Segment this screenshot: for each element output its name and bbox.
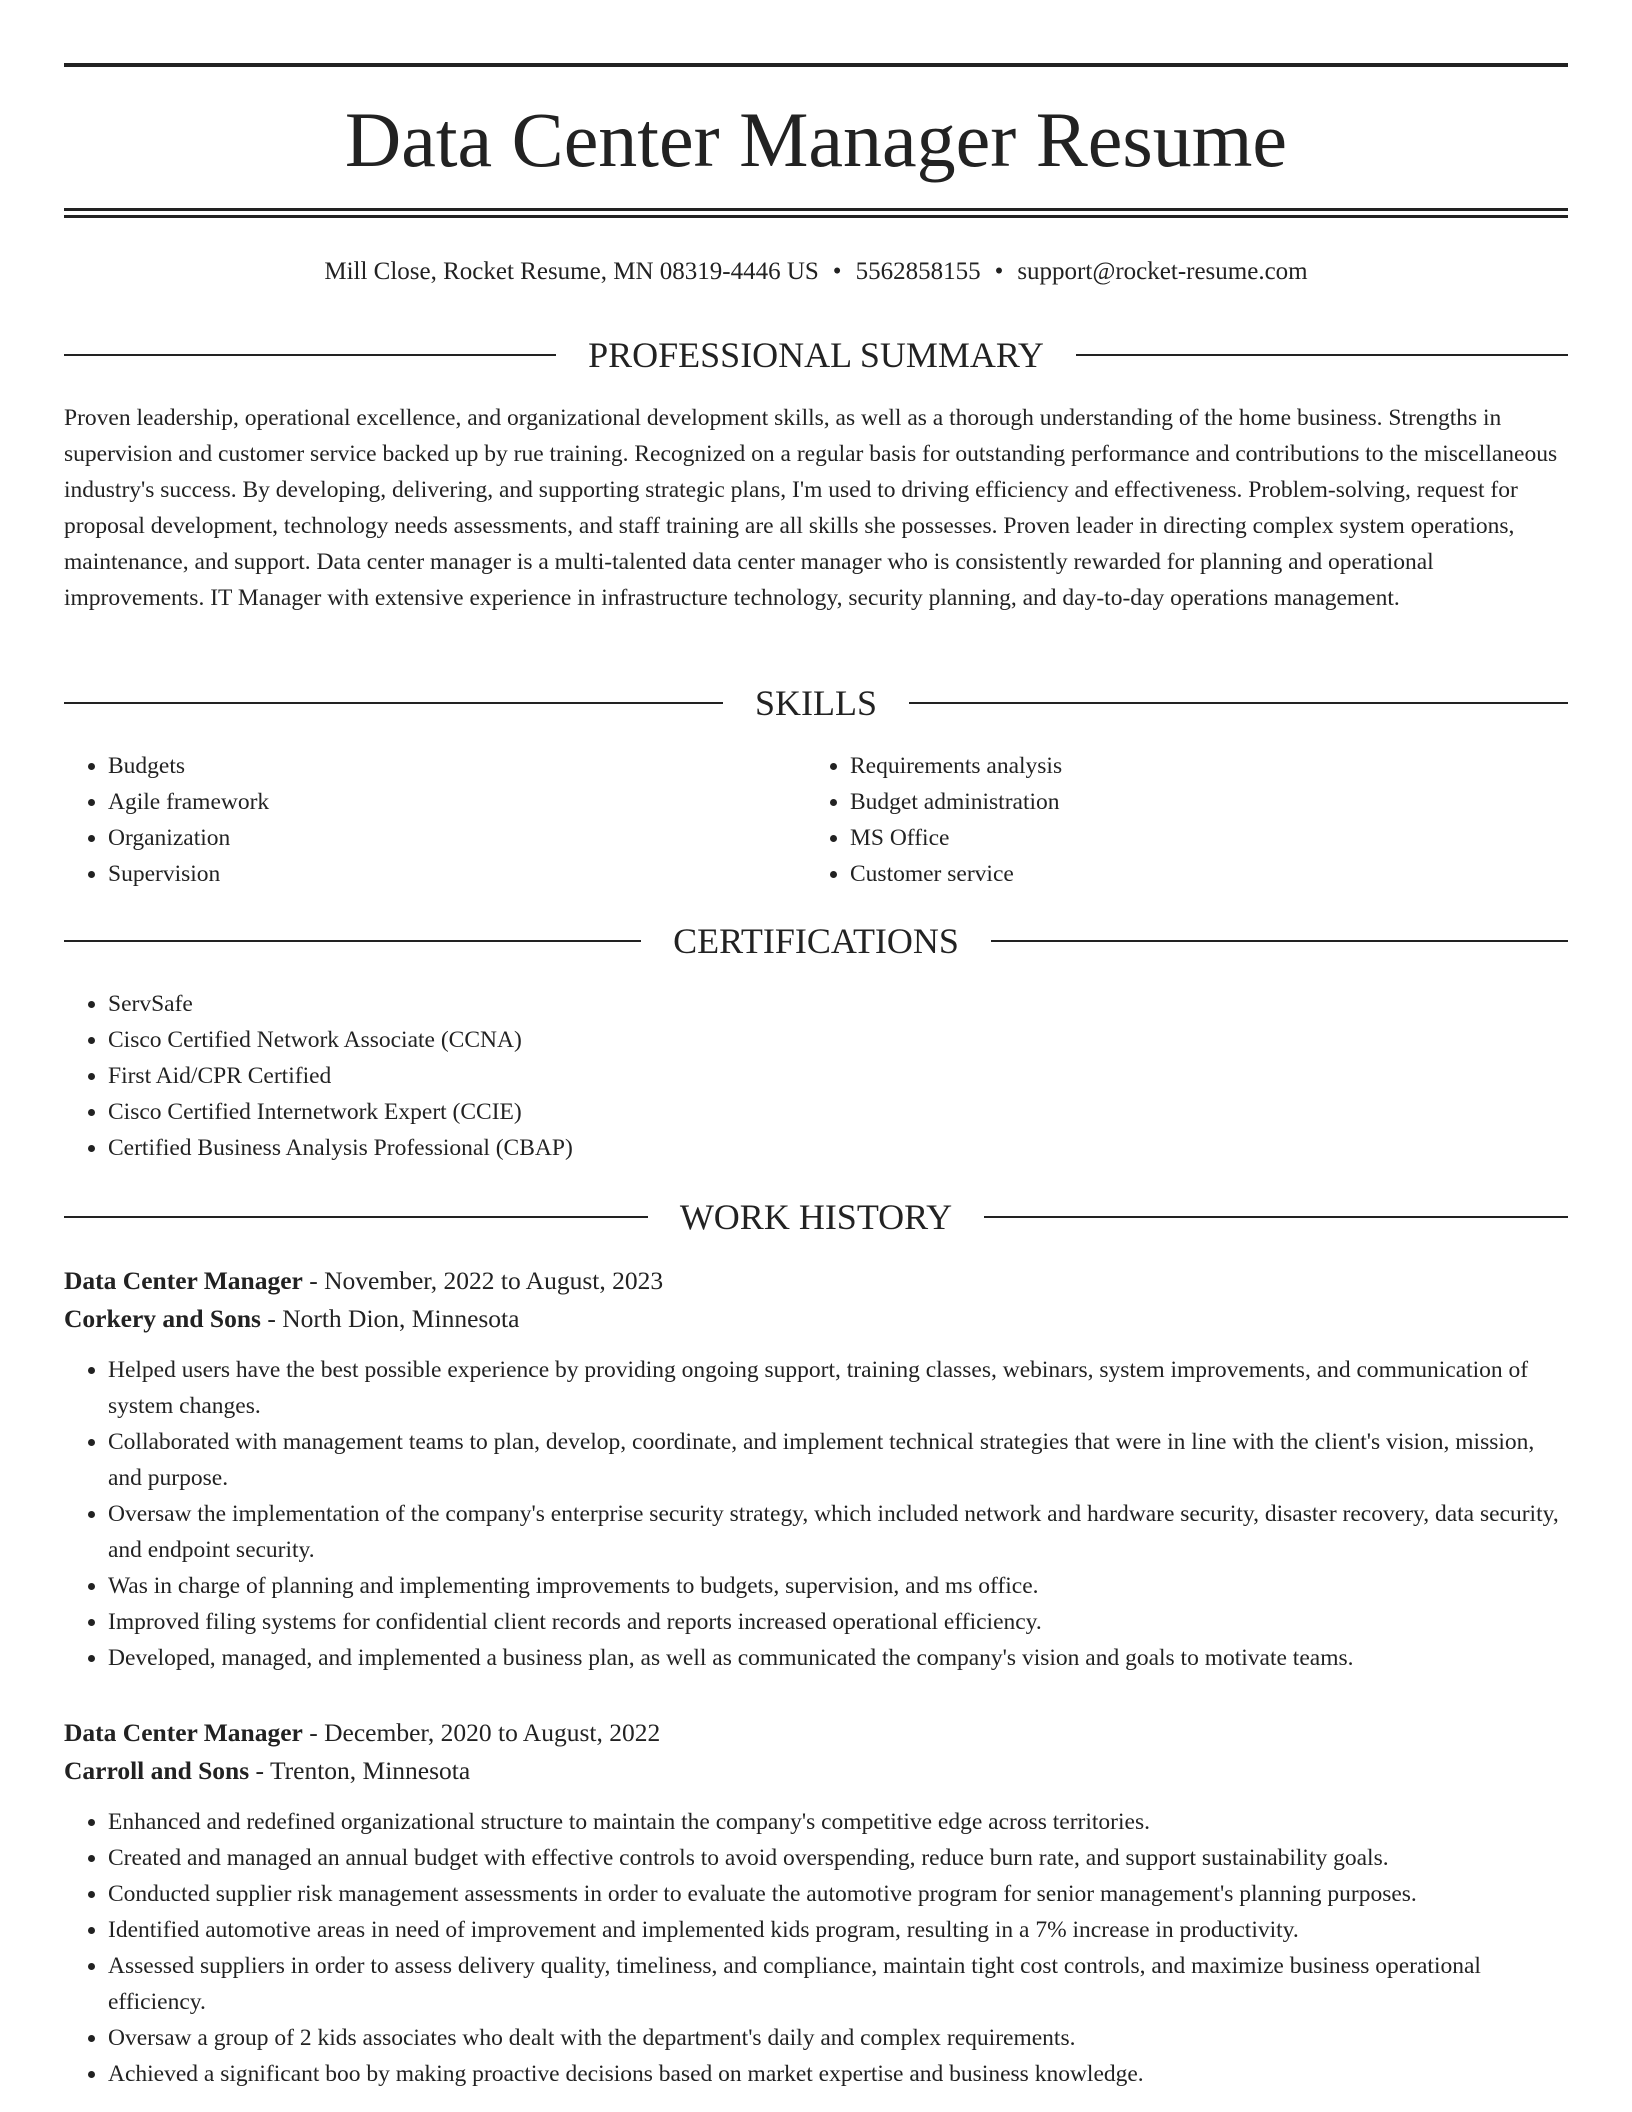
heading-rule-left	[64, 940, 641, 942]
skill-item: • Customer service	[850, 856, 1548, 892]
certifications-heading	[64, 919, 1568, 963]
skills-list	[64, 748, 1568, 892]
job-entry	[64, 1262, 1568, 1676]
contact-email[interactable]: support@rocket-resume.com	[1017, 258, 1308, 285]
contact-separator: •	[832, 258, 842, 285]
job-company: Carroll and Sons	[64, 1756, 250, 1785]
job-bullet: • Helped users have the best possible experience by providing ongoing support, training classes, webinars, system improvements, and communication of system changes.	[108, 1352, 1568, 1424]
job-bullet: • Identified automotive areas in need of improvement and implemented kids program, resulting in a 7% increase in productivity.	[108, 1912, 1568, 1948]
skill-item: • MS Office	[850, 820, 1548, 856]
heading-rule-left	[64, 354, 556, 356]
job-location: - North Dion, Minnesota	[260, 1304, 520, 1333]
certifications-list	[64, 986, 1568, 1166]
work-history-heading	[64, 1195, 1568, 1239]
job-bullet: • Collaborated with management teams to plan, develop, coordinate, and implement technical strategies that were in line with the client's vision, mission, and purpose.	[108, 1424, 1568, 1496]
job-role-line	[64, 1714, 1568, 1752]
job-bullet: • Achieved a significant boo by making proactive decisions based on market expertise and business knowledge.	[108, 2056, 1568, 2092]
skills-column-left	[64, 748, 806, 892]
job-bullet: • Developed, managed, and implemented a business plan, as well as communicated the company's vision and goals to motivate teams.	[108, 1640, 1568, 1676]
job-bullet: • Was in charge of planning and implementing improvements to budgets, supervision, and ms office.	[108, 1568, 1568, 1604]
job-title: Data Center Manager	[64, 1718, 303, 1747]
job-dates: - November, 2022 to August, 2023	[302, 1266, 664, 1295]
summary-text: Proven leadership, operational excellence, and organizational development skills, as well as a thorough understanding of the home business. Strengths in supervision and customer service backed up by rue training. Recognized on a regular basis for outstanding performance and contributions to the miscellaneous industry's success. By developing, delivering, and supporting strategic plans, I'm used to driving efficiency and effectiveness. Problem-solving, request for proposal development, technology needs assessments, and staff training are all skills she possesses. Proven leader in directing complex system operations, maintenance, and support. Data center manager is a multi-talented data center manager who is consistently rewarded for planning and operational improvements. IT Manager with extensive experience in infrastructure technology, security planning, and day-to-day operations management.	[64, 405, 1558, 611]
job-company-line	[64, 1300, 1568, 1338]
job-dates: - December, 2020 to August, 2022	[302, 1718, 661, 1747]
work-history-heading-label: WORK HISTORY	[679, 1197, 953, 1237]
job-title: Data Center Manager	[64, 1266, 303, 1295]
skill-item: • Budget administration	[850, 784, 1548, 820]
skill-item: • Supervision	[108, 856, 806, 892]
heading-rule-left	[64, 1216, 648, 1218]
resume-title: Data Center Manager Resume	[344, 96, 1288, 183]
contact-line	[64, 254, 1568, 290]
job-company: Corkery and Sons	[64, 1304, 261, 1333]
job-bullet: • Oversaw the implementation of the company's enterprise security strategy, which included network and hardware security, disaster recovery, data security, and endpoint security.	[108, 1496, 1568, 1568]
contact-address: Mill Close, Rocket Resume, MN 08319-4446 US	[324, 258, 819, 285]
job-bullet: • Created and managed an annual budget with effective controls to avoid overspending, reduce burn rate, and support sustainability goals.	[108, 1840, 1568, 1876]
skill-item: • Requirements analysis	[850, 748, 1548, 784]
skills-column-right	[806, 748, 1548, 892]
job-role-line	[64, 1262, 1568, 1300]
certification-item: • ServSafe	[108, 986, 1568, 1022]
job-bullet: • Improved filing systems for confidential client records and reports increased operational efficiency.	[108, 1604, 1568, 1640]
certification-item: • First Aid/CPR Certified	[108, 1058, 1568, 1094]
job-bullet: • Assessed suppliers in order to assess delivery quality, timeliness, and compliance, maintain tight cost controls, and maximize business operational efficiency.	[108, 1948, 1568, 2020]
certification-item: • Cisco Certified Internetwork Expert (CCIE)	[108, 1094, 1568, 1130]
job-bullet: • Conducted supplier risk management assessments in order to evaluate the automotive program for senior management's planning purposes.	[108, 1876, 1568, 1912]
job-location: - Trenton, Minnesota	[249, 1756, 471, 1785]
summary-heading	[64, 333, 1568, 377]
certifications-heading-label: CERTIFICATIONS	[673, 921, 959, 961]
heading-rule-right	[909, 702, 1568, 704]
heading-rule-left	[64, 702, 723, 704]
contact-phone: 5562858155	[855, 258, 981, 285]
heading-rule-right	[984, 1216, 1568, 1218]
heading-rule-right	[1076, 354, 1568, 356]
certification-item: • Certified Business Analysis Professional (CBAP)	[108, 1130, 1568, 1166]
heading-rule-right	[991, 940, 1568, 942]
job-bullet: • Enhanced and redefined organizational structure to maintain the company's competitive edge across territories.	[108, 1804, 1568, 1840]
skill-item: • Agile framework	[108, 784, 806, 820]
top-rule	[64, 63, 1568, 67]
skills-heading	[64, 681, 1568, 725]
contact-separator: •	[994, 258, 1004, 285]
job-bullets	[64, 1352, 1568, 1676]
job-bullet: • Oversaw a group of 2 kids associates who dealt with the department's daily and complex requirements.	[108, 2020, 1568, 2056]
skills-heading-label: SKILLS	[755, 683, 878, 723]
skill-item: • Organization	[108, 820, 806, 856]
title-double-rule	[64, 208, 1568, 218]
skill-item: • Budgets	[108, 748, 806, 784]
job-entry	[64, 1714, 1568, 2092]
job-company-line	[64, 1752, 1568, 1790]
summary-heading-label: PROFESSIONAL SUMMARY	[588, 335, 1044, 375]
certification-item: • Cisco Certified Network Associate (CCNA)	[108, 1022, 1568, 1058]
job-bullets	[64, 1804, 1568, 2092]
